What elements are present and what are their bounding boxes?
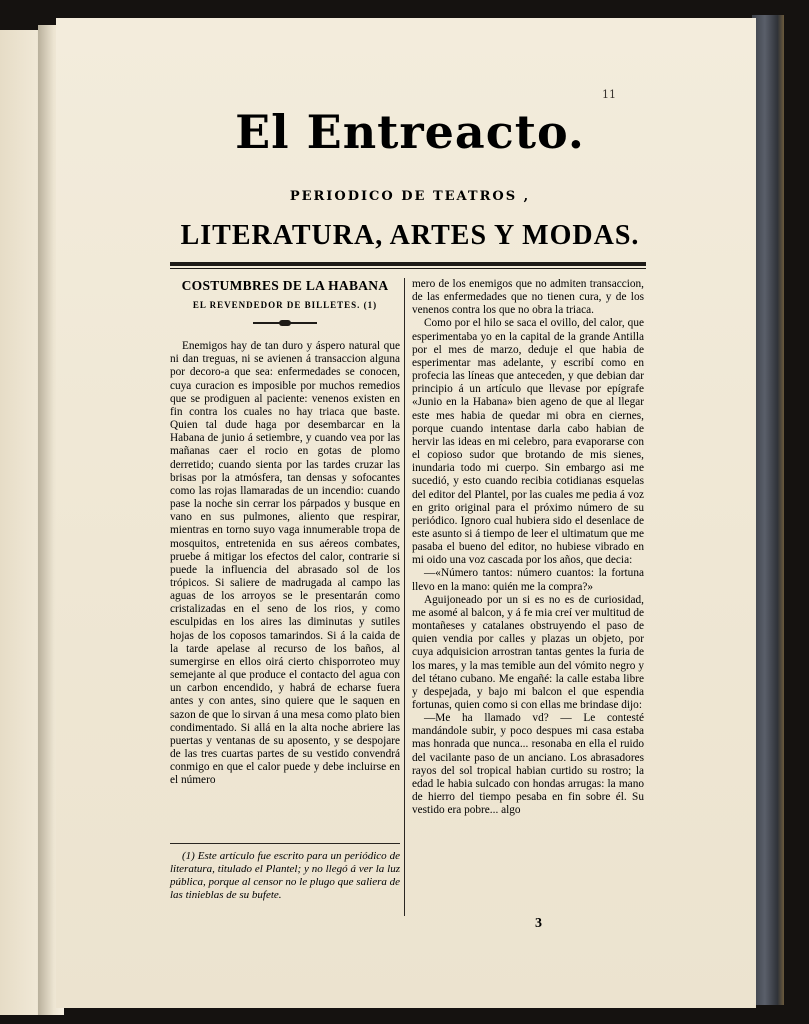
section-subtitle: EL REVENDEDOR DE BILLETES. (1) bbox=[192, 300, 378, 310]
page-number-bottom: 3 bbox=[535, 916, 542, 931]
footnote-rule bbox=[170, 843, 400, 844]
article-body-right-5: —Me ha llamado vd? — Le contesté mandándole subir, y poco despues mi casa estaba mas honrada que nunca... resonaba en ella el ruido del vacilante paso de un anciano. Los abrasadores rayos del sol tropical habian curtido su rostro; la edad le habia sulcado con hondas arrugas: la mano de hierro del tiempo pesaba en fin sobre él. Su vestido era pobre... algo bbox=[412, 712, 644, 817]
footnote-block bbox=[170, 850, 400, 902]
section-title: COSTUMBRES DE LA HABANA bbox=[181, 278, 389, 293]
article-body-right-4: Aguijoneado por un si es no es de curiosidad, me asomé al balcon, y á fe mia creí ver multitud de montañeses y catalanes obstruyendo el paso de quien vendia por calles y plazas un objeto, por cuya adquisicion arrostran tantas gentes la furia de los mares, y la mas temible aun del vómito negro y del tétano cubano. Me engañé: la calle estaba libre y despejada, y bajo mi balcon el que espendia fortunas, quien como si con ellas me brindase dijo: bbox=[412, 593, 644, 711]
article-body-right-2: Como por el hilo se saca el ovillo, del calor, que esperimentaba yo en la capital de la grande Antilla por el mes de marzo, deduje el que habia de esperimentar mas adelante, y escribí como en profecia las líneas que anteceden, y que debian dar principio á un artículo que llevase por epígrafe «Junio en la Habana» bien ageno de que al llegar este mes habia de quedar mi obra en ciernes, porque cuando intentase darla cabo habian de hervir las ideas en mi celebro, para evaporarse con el copioso sudor que brotando de mis sienes, inundaria todo mi cuerpo. Sin embargo asi me sucedió, y esto cuando recibia cotidianas esquelas del editor del Plantel, por las cuales me pedia á voz en grito original para el próximo número de su periódico. Ignoro cual hubiera sido el desenlace de este asunto si á tiempo de leer el ultimatum que me pasaba el bueno del editor, no hubiese vibrado en mi oido una voz cascada por los años, que decia: bbox=[412, 317, 644, 567]
page-number-top: 11 bbox=[602, 88, 616, 101]
article-body-right-3: —«Número tantos: número cuantos: la fortuna llevo en la mano: quién me la compra?» bbox=[412, 567, 644, 593]
article-body-left: Enemigos hay de tan duro y áspero natural que ni dan treguas, ni se avienen á transaccion alguna por decoro-a que sea: enfermedades se conocen, cuya curacion es imposible por muchos remedios que se prodiguen al paciente: venenos existen en fin contra los cuales no hay triaca que baste. Quien tal dude haga por desembarcar en la Habana de junio á setiembre, y cuando vea por las mañanas caer el rocio en gotas de plomo derretido; cuando sienta por las tardes cruzar las brisas por la atmósfera, tan densas y sofocantes como las rojas llamaradas de un incendio: cuando pase la noche sin cerrar los párpados y busque en vano en sus pulmones, aliento que respirar, mientras en torno suyo vaga innumerable tropa de mosquitos, entretenida en sus aéreos combates, pruebe á mitigar los efectos del calor, contrarie si puede la influencia del abrasado sol de los trópicos. Si saliere de madrugada al campo las aguas de los arroyos se le presentarán como cristalizadas en el seno de los rios, y como esculpidas en los aires las diminutas y sutiles hojas de los coposos tamarindos. Si á la caida de la tarde apelase al recurso de los baños, al sumergirse en ellos oirá cierto chisporroteo muy semejante al que produce el contacto del agua con un carbon encendido, y habrá de echarse fuera antes y con antes, sino quiere que le saquen en sazon de que lo sirvan á una mesa como plato bien condimentado. Si allá en la alta noche abriere las puertas y ventanas de su aposento, y se despojare de las tres cuartas partes de su vestido convendrá conmigo en que el calor puede y debe incluirse en el número bbox=[170, 340, 400, 787]
masthead-subtitle: PERIODICO DE TEATROS , bbox=[289, 189, 531, 204]
article-body-right-1: mero de los enemigos que no admiten transaccion, de las enfermedades que no tienen cura, y de los venenos contra los que no obra la triaca. bbox=[412, 278, 644, 317]
masthead-title: El Entreacto. bbox=[235, 105, 585, 159]
column-divider bbox=[404, 278, 405, 916]
masthead-subtitle-large: LITERATURA, ARTES Y MODAS. bbox=[180, 220, 640, 251]
book-cover-edge bbox=[752, 15, 784, 1005]
header-rule-thin bbox=[170, 268, 646, 269]
left-column bbox=[170, 278, 400, 787]
header-rule-thick bbox=[170, 262, 646, 266]
footnote: (1) Este artículo fue escrito para un periódico de literatura, titulado el Plantel; y no llegó á ver la luz pública, porque al censor no le plugo que saliera de las tinieblas de su bufete. bbox=[170, 850, 400, 901]
newspaper-page bbox=[56, 18, 756, 1008]
right-column bbox=[412, 278, 644, 817]
ornament-divider bbox=[253, 320, 317, 326]
